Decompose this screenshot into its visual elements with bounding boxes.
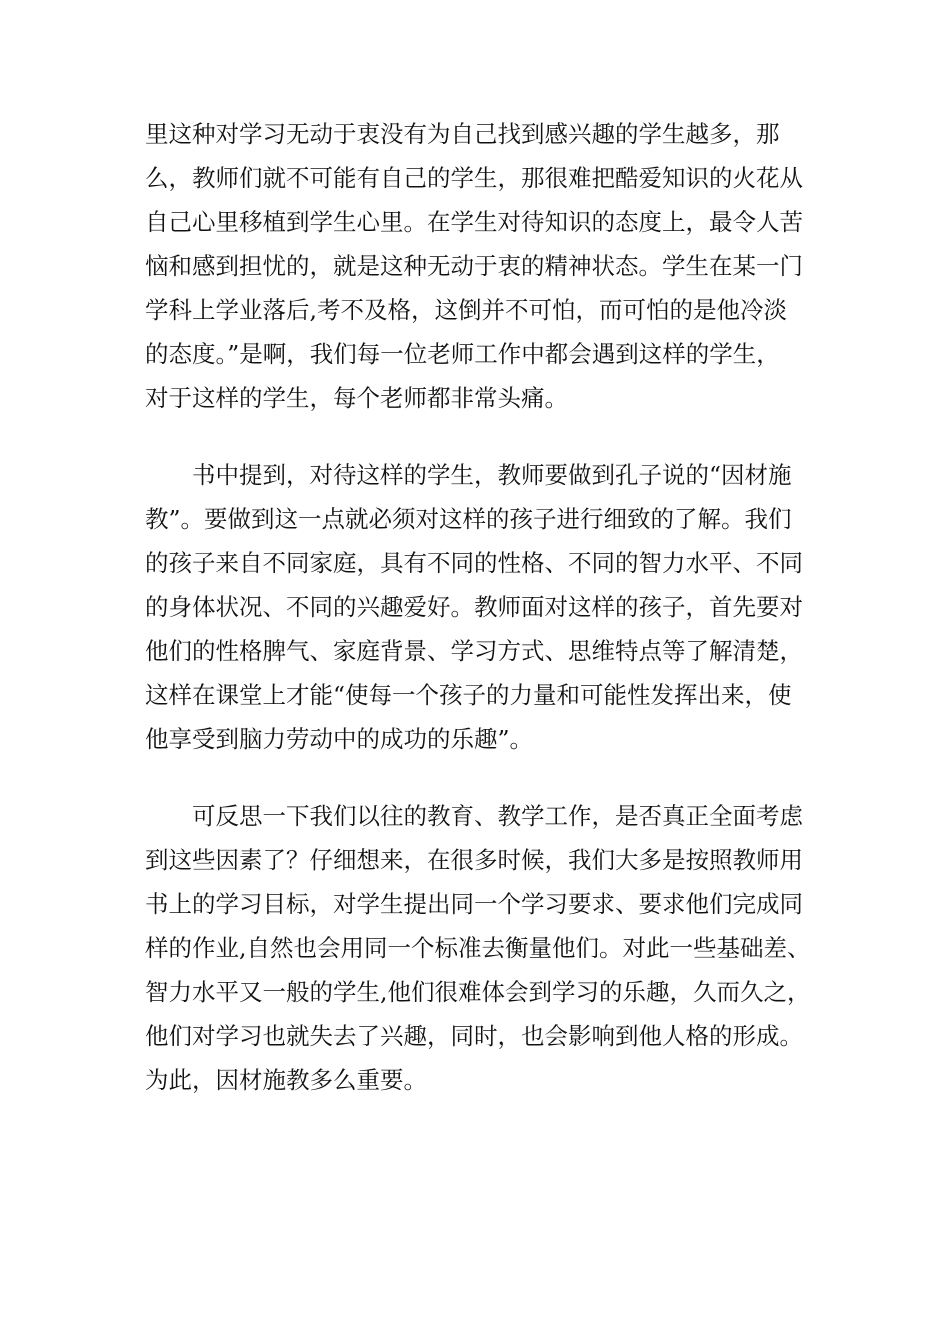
- paragraph-line: 他享受到脑力劳动中的成功的乐趣”。: [145, 725, 534, 753]
- document-body: [145, 112, 811, 1102]
- paragraph-line: 的身体状况、不同的兴趣爱好。教师面对这样的孩子，首先要对: [145, 593, 803, 621]
- paragraph-line: 样的作业,自然也会用同一个标准去衡量他们。对此一些基础差、: [145, 934, 811, 962]
- paragraph-line: 学科上学业落后,考不及格，这倒并不可怕，而可怕的是他冷淡: [145, 296, 787, 324]
- paragraph-line: 他们的性格脾气、家庭背景、学习方式、思维特点等了解清楚，: [145, 637, 803, 665]
- paragraph-spacer: [145, 420, 811, 453]
- paragraph-line: 里这种对学习无动于衷没有为自己找到感兴趣的学生越多，那: [145, 120, 780, 148]
- paragraph-line: 书上的学习目标，对学生提出同一个学习要求、要求他们完成同: [145, 890, 803, 918]
- paragraph-line: 为此，因材施教多么重要。: [145, 1066, 427, 1094]
- paragraph-line: 他们对学习也就失去了兴趣，同时，也会影响到他人格的形成。: [145, 1022, 803, 1050]
- paragraph-spacer: [145, 761, 811, 794]
- paragraph-2: [145, 453, 811, 761]
- paragraph-line: 自己心里移植到学生心里。在学生对待知识的态度上，最令人苦: [145, 208, 803, 236]
- paragraph-line: 对于这样的学生，每个老师都非常头痛。: [145, 384, 568, 412]
- paragraph-line: 到这些因素了？仔细想来，在很多时候，我们大多是按照教师用: [145, 846, 803, 874]
- paragraph-line: 教”。要做到这一点就必须对这样的孩子进行细致的了解。我们: [145, 505, 792, 533]
- paragraph-1: [145, 112, 811, 420]
- paragraph-line: 这样在课堂上才能“使每一个孩子的力量和可能性发挥出来，使: [145, 681, 792, 709]
- paragraph-line: 智力水平又一般的学生,他们很难体会到学习的乐趣，久而久之，: [145, 978, 811, 1006]
- paragraph-line: 的孩子来自不同家庭，具有不同的性格、不同的智力水平、不同: [145, 549, 803, 577]
- paragraph-line: 恼和感到担忧的，就是这种无动于衷的精神状态。学生在某一门: [145, 252, 803, 280]
- paragraph-line: 可反思一下我们以往的教育、教学工作，是否真正全面考虑: [192, 802, 803, 830]
- paragraph-line: 么，教师们就不可能有自己的学生，那很难把酷爱知识的火花从: [145, 164, 803, 192]
- paragraph-line: 书中提到，对待这样的学生，教师要做到孔子说的“因材施: [192, 461, 792, 489]
- paragraph-line: 的态度。”是啊，我们每一位老师工作中都会遇到这样的学生，: [145, 340, 780, 368]
- paragraph-3: [145, 794, 811, 1102]
